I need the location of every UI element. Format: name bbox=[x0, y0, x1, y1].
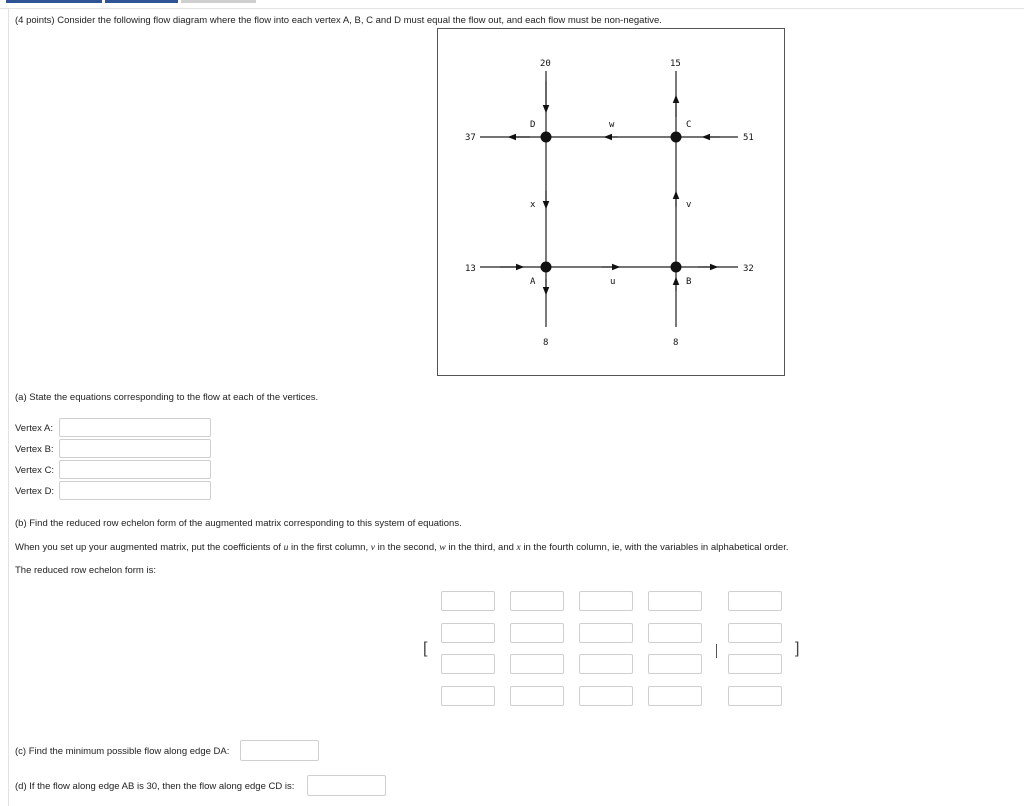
matrix-cell-r3-c4[interactable] bbox=[648, 654, 702, 674]
matrix-cell-r2-c5[interactable] bbox=[728, 623, 782, 643]
vertex-a-label: Vertex A: bbox=[15, 423, 54, 434]
part-d-prompt: (d) If the flow along edge AB is 30, then the flow along edge CD is: bbox=[15, 781, 295, 792]
vertex-a-input[interactable] bbox=[59, 418, 211, 437]
label-flow-8-a: 8 bbox=[543, 338, 549, 348]
rref-label: The reduced row echelon form is: bbox=[15, 565, 156, 576]
question-intro: (4 points) Consider the following flow diagram where the flow into each vertex A, B, C and D must equal the flow out, and each flow must be non-negative. bbox=[15, 15, 662, 26]
label-flow-8-b: 8 bbox=[673, 338, 679, 348]
label-var-u: u bbox=[610, 277, 616, 287]
matrix-cell-r4-c1[interactable] bbox=[441, 686, 495, 706]
matrix-cell-r3-c1[interactable] bbox=[441, 654, 495, 674]
matrix-cell-r1-c1[interactable] bbox=[441, 591, 495, 611]
label-flow-15: 15 bbox=[670, 59, 681, 69]
matrix-cell-r1-c5[interactable] bbox=[728, 591, 782, 611]
var-x: x bbox=[516, 543, 521, 553]
var-v: v bbox=[370, 543, 375, 553]
flow-diagram bbox=[437, 28, 785, 376]
matrix-cell-r2-c2[interactable] bbox=[510, 623, 564, 643]
label-flow-32: 32 bbox=[743, 264, 754, 274]
vertex-b-input[interactable] bbox=[59, 439, 211, 458]
label-vertex-a: A bbox=[530, 277, 536, 287]
matrix-cell-r3-c3[interactable] bbox=[579, 654, 633, 674]
tab-indicator-1[interactable] bbox=[6, 0, 102, 3]
matrix-left-bracket: [ bbox=[423, 640, 428, 657]
matrix-cell-r1-c2[interactable] bbox=[510, 591, 564, 611]
part-a-prompt: (a) State the equations corresponding to the flow at each of the vertices. bbox=[15, 392, 319, 403]
part-b-prompt: (b) Find the reduced row echelon form of the augmented matrix corresponding to this system of equations. bbox=[15, 518, 462, 529]
vertex-b-label: Vertex B: bbox=[15, 444, 54, 455]
matrix-cell-r2-c3[interactable] bbox=[579, 623, 633, 643]
vertex-a-node bbox=[541, 262, 552, 273]
matrix-cell-r4-c4[interactable] bbox=[648, 686, 702, 706]
label-flow-13: 13 bbox=[465, 264, 476, 274]
matrix-cell-r1-c3[interactable] bbox=[579, 591, 633, 611]
matrix-cell-r3-c5[interactable] bbox=[728, 654, 782, 674]
augment-separator bbox=[716, 644, 717, 658]
label-var-w: w bbox=[609, 120, 615, 130]
matrix-cell-r2-c4[interactable] bbox=[648, 623, 702, 643]
label-var-x: x bbox=[530, 200, 536, 210]
matrix-cell-r4-c5[interactable] bbox=[728, 686, 782, 706]
flow-cd-input[interactable] bbox=[307, 775, 386, 796]
var-w: w bbox=[439, 543, 446, 553]
vertex-d-label: Vertex D: bbox=[15, 486, 55, 497]
matrix-cell-r4-c3[interactable] bbox=[579, 686, 633, 706]
vertex-c-input[interactable] bbox=[59, 460, 211, 479]
label-vertex-c: C bbox=[686, 120, 692, 130]
label-flow-37: 37 bbox=[465, 133, 476, 143]
vertex-d-input[interactable] bbox=[59, 481, 211, 500]
vertex-c-label: Vertex C: bbox=[15, 465, 55, 476]
min-flow-da-input[interactable] bbox=[240, 740, 319, 761]
matrix-right-bracket: ] bbox=[795, 640, 800, 657]
tab-indicator-2[interactable] bbox=[105, 0, 178, 3]
matrix-cell-r1-c4[interactable] bbox=[648, 591, 702, 611]
part-b-instructions: When you set up your augmented matrix, put the coefficients of u in the first column, v in the second, w in the third, and x in the fourth column, ie, with the variables in alphabetical order. bbox=[15, 542, 789, 553]
label-vertex-b: B bbox=[686, 277, 692, 287]
vertex-b-node bbox=[671, 262, 682, 273]
matrix-cell-r3-c2[interactable] bbox=[510, 654, 564, 674]
label-vertex-d: D bbox=[530, 120, 536, 130]
label-var-v: v bbox=[686, 200, 692, 210]
var-u: u bbox=[283, 543, 289, 553]
matrix-cell-r4-c2[interactable] bbox=[510, 686, 564, 706]
part-c-prompt: (c) Find the minimum possible flow along edge DA: bbox=[15, 746, 230, 757]
label-flow-51: 51 bbox=[743, 133, 754, 143]
tab-indicator-3[interactable] bbox=[181, 0, 256, 3]
vertex-d-node bbox=[541, 132, 552, 143]
flow-diagram-svg bbox=[438, 29, 784, 375]
matrix-cell-r2-c1[interactable] bbox=[441, 623, 495, 643]
label-flow-20: 20 bbox=[540, 59, 551, 69]
vertex-c-node bbox=[671, 132, 682, 143]
